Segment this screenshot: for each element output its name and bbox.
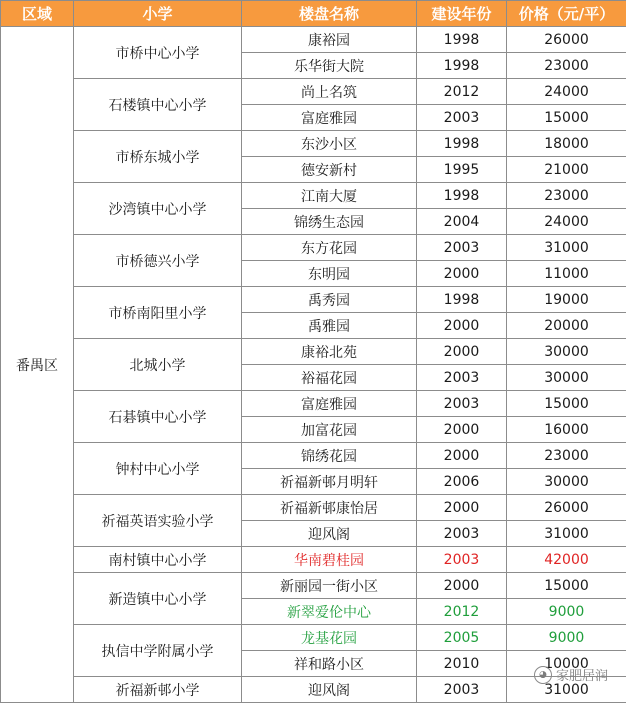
year-cell: 2000 [417,313,507,339]
year-cell: 2000 [417,339,507,365]
price-cell: 11000 [507,261,626,287]
price-cell: 31000 [507,521,626,547]
table-body [1,27,626,703]
estate-cell: 东沙小区 [242,131,417,157]
year-cell: 1998 [417,287,507,313]
table-row [1,235,626,261]
table-row [1,287,626,313]
price-cell: 30000 [507,339,626,365]
year-cell: 2003 [417,365,507,391]
table-row [1,27,626,53]
table-row [1,131,626,157]
school-cell: 石楼镇中心小学 [74,79,242,131]
price-cell: 9000 [507,599,626,625]
year-cell: 1995 [417,157,507,183]
estate-cell: 禹秀园 [242,287,417,313]
header-estate: 楼盘名称 [242,1,417,27]
year-cell: 2000 [417,261,507,287]
year-cell: 2003 [417,105,507,131]
year-cell: 1998 [417,53,507,79]
table-row [1,391,626,417]
year-cell: 2003 [417,391,507,417]
price-cell: 24000 [507,79,626,105]
price-cell: 23000 [507,183,626,209]
price-cell: 9000 [507,625,626,651]
estate-cell: 加富花园 [242,417,417,443]
district-cell: 番禺区 [1,27,74,703]
header-school: 小学 [74,1,242,27]
price-cell: 19000 [507,287,626,313]
year-cell: 2000 [417,443,507,469]
price-cell: 18000 [507,131,626,157]
estate-cell: 乐华街大院 [242,53,417,79]
estate-cell: 祈福新邨康怡居 [242,495,417,521]
price-cell: 15000 [507,573,626,599]
estate-cell: 东方花园 [242,235,417,261]
price-cell: 16000 [507,417,626,443]
table-row [1,677,626,703]
table-row [1,183,626,209]
school-cell: 市桥德兴小学 [74,235,242,287]
table-row [1,573,626,599]
price-cell: 20000 [507,313,626,339]
year-cell: 1998 [417,131,507,157]
table-row [1,339,626,365]
estate-cell: 锦绣花园 [242,443,417,469]
school-cell: 执信中学附属小学 [74,625,242,677]
watermark-text: 家肥居润 [555,669,608,684]
estate-cell: 江南大厦 [242,183,417,209]
school-cell: 北城小学 [74,339,242,391]
price-cell: 21000 [507,157,626,183]
year-cell: 2006 [417,469,507,495]
estate-cell: 尚上名筑 [242,79,417,105]
school-cell: 南村镇中心小学 [74,547,242,573]
table-row [1,625,626,651]
price-cell: 30000 [507,469,626,495]
watermark [534,665,608,684]
estate-cell: 康裕园 [242,27,417,53]
price-cell: 10000 [507,651,626,677]
school-cell: 祈福新邨小学 [74,677,242,703]
year-cell: 2003 [417,677,507,703]
estate-cell: 龙基花园 [242,625,417,651]
year-cell: 2005 [417,625,507,651]
wechat-icon: ◕ [534,666,552,684]
estate-cell: 华南碧桂园 [242,547,417,573]
table-row [1,495,626,521]
year-cell: 2003 [417,521,507,547]
header-district: 区域 [1,1,74,27]
estate-cell: 新丽园一街小区 [242,573,417,599]
price-cell: 31000 [507,235,626,261]
school-cell: 市桥中心小学 [74,27,242,79]
estate-cell: 富庭雅园 [242,105,417,131]
price-cell: 42000 [507,547,626,573]
price-cell: 26000 [507,495,626,521]
year-cell: 2003 [417,235,507,261]
school-cell: 新造镇中心小学 [74,573,242,625]
price-cell: 26000 [507,27,626,53]
price-cell: 30000 [507,365,626,391]
estate-cell: 新翠爱伦中心 [242,599,417,625]
school-cell: 市桥南阳里小学 [74,287,242,339]
estate-cell: 祥和路小区 [242,651,417,677]
school-cell: 沙湾镇中心小学 [74,183,242,235]
table-row [1,547,626,573]
table-row [1,443,626,469]
year-cell: 1998 [417,183,507,209]
price-cell: 31000 [507,677,626,703]
year-cell: 1998 [417,27,507,53]
year-cell: 2012 [417,79,507,105]
year-cell: 2000 [417,495,507,521]
header-year: 建设年份 [417,1,507,27]
year-cell: 2000 [417,573,507,599]
school-cell: 市桥东城小学 [74,131,242,183]
school-cell: 石碁镇中心小学 [74,391,242,443]
year-cell: 2000 [417,417,507,443]
price-cell: 23000 [507,443,626,469]
school-cell: 祈福英语实验小学 [74,495,242,547]
school-cell: 钟村中心小学 [74,443,242,495]
year-cell: 2012 [417,599,507,625]
estate-cell: 禹雅园 [242,313,417,339]
header-price: 价格（元/平） [507,1,626,27]
header-row [1,1,626,27]
estate-cell: 德安新村 [242,157,417,183]
estate-cell: 迎风阁 [242,677,417,703]
estate-cell: 锦绣生态园 [242,209,417,235]
year-cell: 2010 [417,651,507,677]
estate-cell: 康裕北苑 [242,339,417,365]
year-cell: 2003 [417,547,507,573]
price-cell: 15000 [507,105,626,131]
estate-cell: 迎风阁 [242,521,417,547]
estate-cell: 裕福花园 [242,365,417,391]
price-cell: 24000 [507,209,626,235]
estate-cell: 东明园 [242,261,417,287]
year-cell: 2004 [417,209,507,235]
price-cell: 23000 [507,53,626,79]
estate-cell: 富庭雅园 [242,391,417,417]
estate-cell: 祈福新邨月明轩 [242,469,417,495]
table-row [1,79,626,105]
price-cell: 15000 [507,391,626,417]
